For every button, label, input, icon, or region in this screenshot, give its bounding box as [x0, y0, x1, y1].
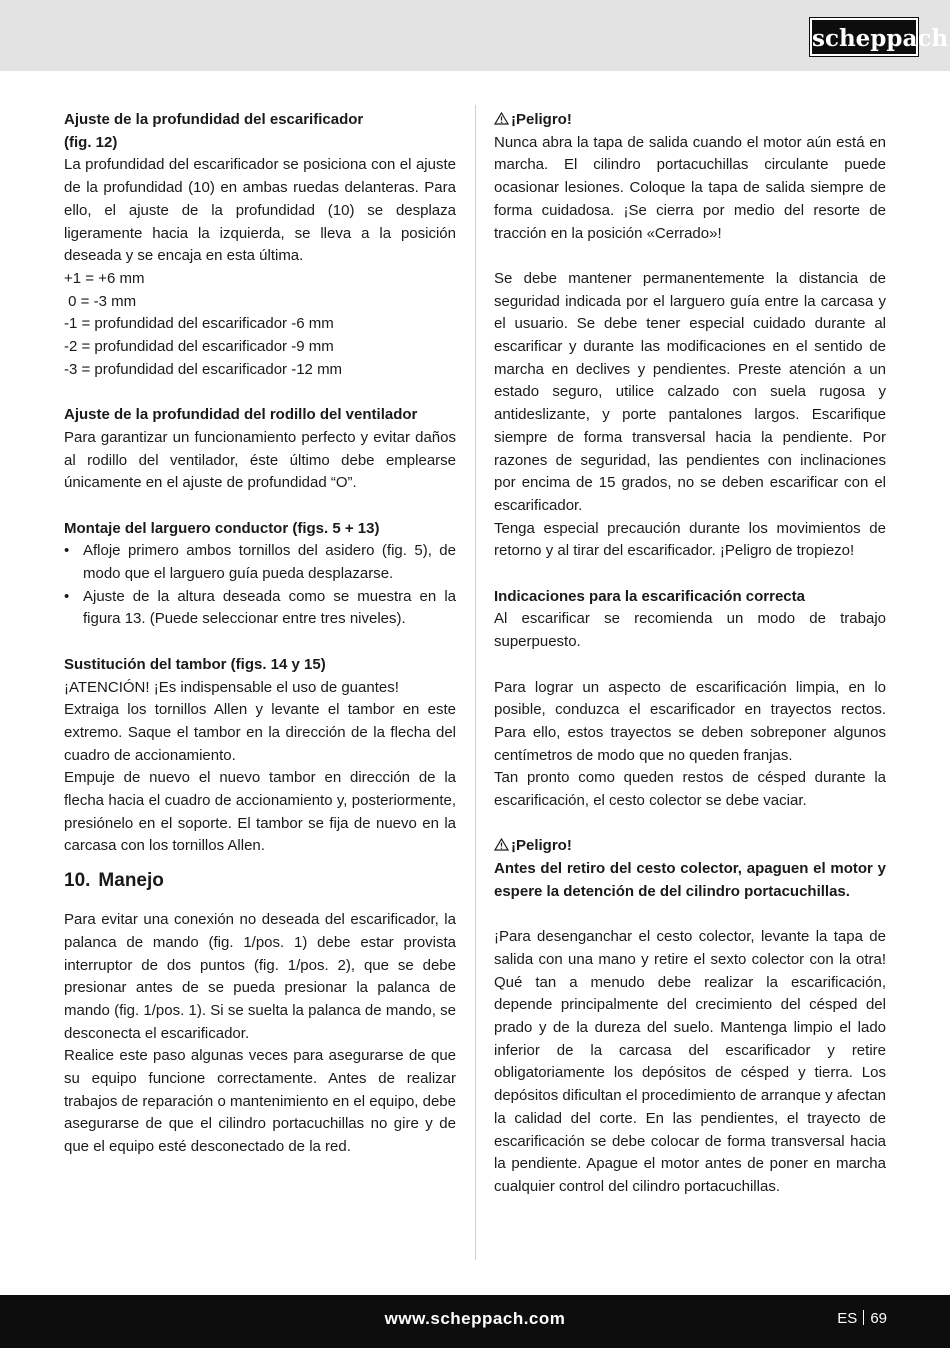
danger-paragraph: Nunca abra la tapa de salida cuando el motor aún está en marcha. El cilindro portacuchillas circulante puede ocasionar lesiones. Coloque la tapa de salida siempre de forma cuidadosa. ¡Se cierra por medio del resorte de tracción en la posición «Cerrado»!: [494, 133, 886, 242]
tips-heading: Indicaciones para la escarificación correcta: [494, 587, 805, 605]
depth-value-5: -3 = profundidad del escarificador -12 mm: [64, 360, 343, 378]
manejo-paragraph-2: Realice este paso algunas veces para asegurarse de que su equipo funcione correctamente. Antes de realizar trabajos de reparación o mantenimiento en el equipo, debe asegurarse de que el cilindro portacuchillas no gire y de que el equipo esté desconectado de la red.: [64, 1047, 456, 1156]
page-number: 69: [870, 1310, 887, 1327]
drum-warning: ¡ATENCIÓN! ¡Es indispensable el uso de guantes!: [64, 678, 399, 696]
depth-heading-line-2: (fig. 12): [64, 133, 118, 151]
drum-heading: Sustitución del tambor (figs. 14 y 15): [64, 655, 326, 673]
depth-heading-line-1: Ajuste de la profundidad del escarificador: [64, 111, 364, 128]
final-paragraph: ¡Para desenganchar el cesto colector, levante la tapa de salida con una mano y retire el sexto colector con la otra! Qué tan a menudo debe realizar la escarificación, depende principalmente del crecimiento del césped del prado y de la dureza del suelo. Mantenga limpio el lado inferior de la carcasa del escarificador y retire obligatoriamente los depósitos de césped y tierra. Los depósitos dificultan el procedimiento de arranque y afectan la calidad del corte. En las pendientes, el trayecto de escarificación se debe colocar de forma transversal hacia la pendiente. Apague el motor antes de poner en marcha cualquier control del cilindro portacuchillas.: [494, 928, 886, 1195]
depth-value-1: +1 = +6 mm: [64, 269, 145, 287]
safety-paragraph-2: Tenga especial precaución durante los movimientos de retorno y al tirar del escarificador. ¡Peligro de tropiezo!: [494, 519, 886, 560]
column-divider: [475, 105, 476, 1260]
safety-paragraph: Se debe mantener permanentemente la distancia de seguridad indicada por el larguero guía entre la carcasa y el usuario. Se debe tener especial cuidado durante al escarificar y durante las modificaciones en el sentido de marcha en declives y pendientes. Preste atención a un estado seguro, utilice calzado con suela rugosa y antideslizante, y porte pantalones largos. Escarifique siempre de forma transversal hacia la pendiente. Por razones de seguridad, las pendientes con inclinaciones por encima de 15 grados, no se deben escarificar con el escarificador.: [494, 269, 886, 514]
tips-paragraph-1: Al escarificar se recomienda un modo de trabajo superpuesto.: [494, 610, 886, 651]
danger-label: ¡Peligro!: [511, 111, 572, 128]
warning-triangle-icon: [494, 112, 509, 125]
fan-paragraph: Para garantizar un funcionamiento perfecto y evitar daños al rodillo del ventilador, éste último debe emplearse únicamente en el ajuste de profundidad “O”.: [64, 428, 456, 492]
footer-url: www.scheppach.com: [384, 1309, 566, 1328]
danger-paragraph-2: Antes del retiro del cesto colector, apaguen el motor y espere la detención de del cilindro portacuchillas.: [494, 860, 886, 900]
depth-value-2: 0 = -3 mm: [64, 292, 137, 310]
fan-heading: Ajuste de la profundidad del rodillo del ventilador: [64, 406, 418, 424]
depth-value-4: -2 = profundidad del escarificador -9 mm: [64, 338, 334, 356]
drum-paragraph-1: Extraiga los tornillos Allen y levante el tambor en este extremo. Saque el tambor en la dirección de la flecha del cuadro de accionamiento.: [64, 701, 456, 764]
left-column: [64, 109, 456, 1159]
rail-list: [64, 540, 456, 631]
drum-paragraph-2: Empuje de nuevo el nuevo tambor en dirección de la flecha hacia el cuadro de accionamiento y, posteriormente, presiónelo en el soporte. El tambor se fija de nuevo en la carcasa con los tornillos Allen.: [64, 769, 456, 855]
header-bar: [0, 0, 950, 71]
bullet-icon: •: [64, 542, 70, 560]
separator: [863, 1310, 864, 1325]
section-title: Manejo: [98, 870, 164, 892]
right-column: [494, 109, 886, 1199]
depth-paragraph: La profundidad del escarificador se posiciona con el ajuste de la profundidad (10) en ambas ruedas delanteras. Para ello, el ajuste de la profundidad (10) se desplaza ligeramente hacia la izquierda, se lleva a la posición deseada y se encaja en esta última.: [64, 156, 456, 265]
section-heading: [64, 867, 456, 895]
rail-heading: Montaje del larguero conductor (figs. 5 + 13): [64, 519, 380, 537]
list-item: [64, 586, 456, 631]
manejo-paragraph-1: Para evitar una conexión no deseada del escarificador, la palanca de mando (fig. 1/pos. 1) debe estar provista interruptor de dos puntos (fig. 1/pos. 2), que se debe presionar antes de se pueda presionar la palanca de mando (fig. 1/pos. 1). Si se suelta la palanca de mando, se desconecta el escarificador.: [64, 911, 456, 1042]
list-item-text: Ajuste de la altura deseada como se muestra en la figura 13. (Puede seleccionar entre tres niveles).: [83, 587, 456, 628]
brand-logo: scheppach: [810, 18, 918, 56]
tips-paragraph-3: Tan pronto como queden restos de césped durante la escarificación, el cesto colector se debe vaciar.: [494, 769, 886, 810]
warning-triangle-icon: [494, 838, 509, 851]
footer-bar: [0, 1295, 950, 1348]
list-item: [64, 540, 456, 585]
page-indicator: [837, 1310, 887, 1327]
language-code: ES: [837, 1310, 858, 1327]
danger-heading-2: [494, 835, 886, 858]
tips-paragraph-2: Para lograr un aspecto de escarificación limpia, en lo posible, conduzca el escarificador en trayectos rectos. Para ello, estos trayectos se deben sobreponer algunos centímetros de modo que no queden franjas.: [494, 678, 886, 764]
section-number: 10.: [64, 870, 91, 892]
bullet-icon: •: [64, 587, 70, 605]
danger-heading: [494, 109, 886, 132]
danger-label-2: ¡Peligro!: [511, 837, 572, 855]
depth-value-3: -1 = profundidad del escarificador -6 mm: [64, 315, 334, 333]
list-item-text: Afloje primero ambos tornillos del asidero (fig. 5), de modo que el larguero guía pueda desplazarse.: [83, 542, 456, 583]
